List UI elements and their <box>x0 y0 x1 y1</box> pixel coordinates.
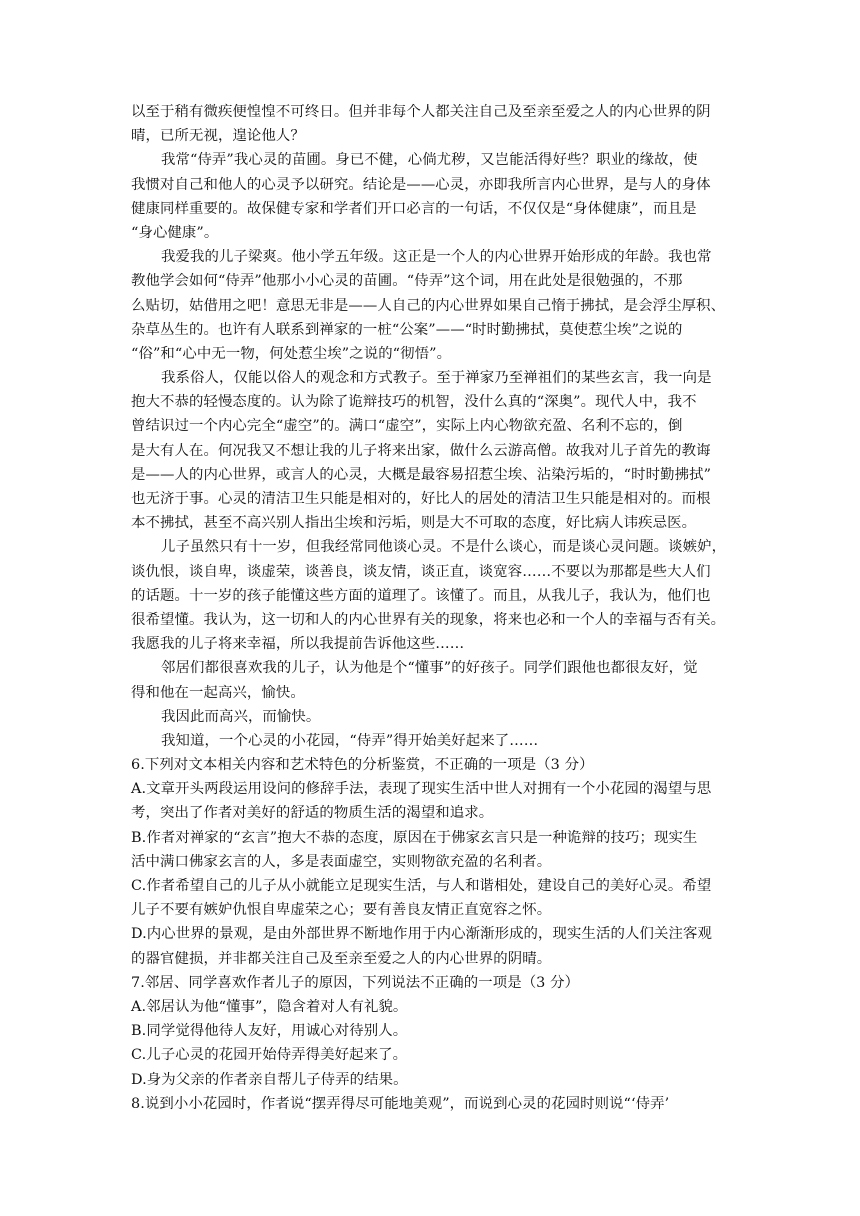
question-stem: 7.邻居、同学喜欢作者儿子的原因，下列说法不正确的一项是（3 分） <box>131 974 580 991</box>
passage-line: “俗”和“心中无一物，何处惹尘埃”之说的“彻悟”。 <box>131 345 452 362</box>
answer-option: C.作者希望自己的儿子从小就能立足现实生活，与人和谐相处，建设自己的美好心灵。希望 <box>131 878 712 894</box>
passage-line: 曾结识过一个内心完全“虚空”的。满口“虚空”，实际上内心物欲充盈、名利不忘的，倒 <box>131 418 683 435</box>
passage-line: 我常“侍弄”我心灵的苗圃。身已不健，心倘尤秽，又岂能活得好些？职业的缘故，使 <box>161 152 698 169</box>
answer-option: 考，突出了作者对美好的舒适的物质生活的渴望和追求。 <box>131 805 494 822</box>
passage-line: 我因此而高兴，而愉快。 <box>161 708 321 725</box>
answer-option: 的器官健损，并非都关注自己及至亲至爱之人的内心世界的阴晴。 <box>131 950 552 967</box>
answer-option: 儿子不要有嫉妒仇恨自卑虚荣之心；要有善良友情正直宽容之怀。 <box>131 902 552 919</box>
passage-line: 以至于稍有微疾便惶惶不可终日。但并非每个人都关注自己及至亲至爱之人的内心世界的阴 <box>131 104 711 120</box>
question-stem: 8.说到小小花园时，作者说“摆弄得尽可能地美观”，而说到心灵的花园时则说“‘侍弄’ <box>131 1095 670 1112</box>
passage-line: 教他学会如何“侍弄”他那小小心灵的苗圃。“侍弄”这个词，用在此处是很勉强的，不那 <box>131 273 683 290</box>
answer-option: A.文章开头两段运用设问的修辞手法，表现了现实生活中世人对拥有一个小花园的渴望与思 <box>131 781 712 798</box>
answer-option: B.作者对禅家的“玄言”抱大不恭的态度，原因在于佛家玄言只是一种诡辩的技巧；现实生 <box>131 829 698 846</box>
passage-line: 我知道，一个心灵的小花园，“侍弄”得开始美好起来了…… <box>161 732 539 749</box>
passage-line: 的话题。十一岁的孩子能懂这些方面的道理了。该懂了。而且，从我儿子，我认为，他们也 <box>131 587 711 604</box>
passage-line: 本不拂拭，甚至不高兴别人指出尘埃和污垢，则是大不可取的态度，好比病人讳疾忌医。 <box>131 515 697 532</box>
questions <box>131 753 729 1116</box>
passage-line: 我愿我的儿子将来幸福，所以我提前告诉他这些…… <box>131 636 465 653</box>
passage-line: “身心健康”。 <box>131 224 219 241</box>
passage-line: 很希望懂。我认为，这一切和人的内心世界有关的现象，将来也必和一个人的幸福与否有关。 <box>131 611 726 628</box>
answer-option: D.内心世界的景观，是由外部世界不断地作用于内心渐渐形成的，现实生活的人们关注客观 <box>131 926 712 943</box>
passage-line: 邻居们都很喜欢我的儿子，认为他是个“懂事”的好孩子。同学们跟他也都很友好，觉 <box>161 660 698 677</box>
passage-line: 得和他在一起高兴，愉快。 <box>131 684 305 701</box>
answer-option: C.儿子心灵的花园开始侍弄得美好起来了。 <box>131 1047 408 1064</box>
answer-option: D.身为父亲的作者亲自帮儿子侍弄的结果。 <box>131 1071 408 1088</box>
passage <box>131 100 729 753</box>
passage-line: 么贴切，姑借用之吧！意思无非是——人自己的内心世界如果自己惰于拂拭，是会浮尘厚积、 <box>131 297 726 314</box>
passage-line: 也无济于事。心灵的清洁卫生只能是相对的，好比人的居处的清洁卫生只能是相对的。而根 <box>131 491 711 507</box>
passage-line: 我惯对自己和他人的心灵予以研究。结论是——心灵，亦即我所言内心世界，是与人的身体 <box>131 176 711 193</box>
passage-line: 杂草丛生的。也许有人联系到禅家的一桩“公案”——“时时勤拂拭，莫使惹尘埃”之说的 <box>131 321 683 338</box>
answer-option: B.同学觉得他待人友好，用诚心对待别人。 <box>131 1023 408 1040</box>
answer-option: 活中满口佛家玄言的人，多是表面虚空，实则物欲充盈的名利者。 <box>131 853 552 870</box>
passage-line: 儿子虽然只有十一岁，但我经常同他谈心灵。不是什么谈心，而是谈心灵问题。谈嫉妒， <box>161 539 727 556</box>
passage-line: 是——人的内心世界，或言人的心灵，大概是最容易招惹尘埃、沾染污垢的，“时时勤拂拭” <box>131 466 712 483</box>
question-stem: 6.下列对文本相关内容和艺术特色的分析鉴赏，不正确的一项是（3 分） <box>131 757 594 774</box>
passage-line: 我系俗人，仅能以俗人的观念和方式教子。至于禅家乃至禅祖们的某些玄言，我一向是 <box>161 370 712 387</box>
document-page <box>131 100 729 1116</box>
answer-option: A.邻居认为他“懂事”，隐含着对人有礼貌。 <box>131 998 408 1015</box>
passage-line: 晴，已所无视，遑论他人？ <box>131 128 305 145</box>
passage-line: 健康同样重要的。故保健专家和学者们开口必言的一句话，不仅仅是“身体健康”，而且是 <box>131 200 697 217</box>
passage-line: 是大有人在。何况我又不想让我的儿子将来出家，做什么云游高僧。故我对儿子首先的教诲 <box>131 442 711 459</box>
passage-line: 我爱我的儿子梁爽。他小学五年级。这正是一个人的内心世界开始形成的年龄。我也常 <box>161 249 712 266</box>
passage-line: 抱大不恭的轻慢态度的。认为除了诡辩技巧的机智，没什么真的“深奥”。现代人中，我不 <box>131 394 697 411</box>
passage-line: 谈仇恨，谈自卑，谈虚荣，谈善良，谈友情，谈正直，谈宽容……不要以为那都是些大人们 <box>131 563 711 580</box>
